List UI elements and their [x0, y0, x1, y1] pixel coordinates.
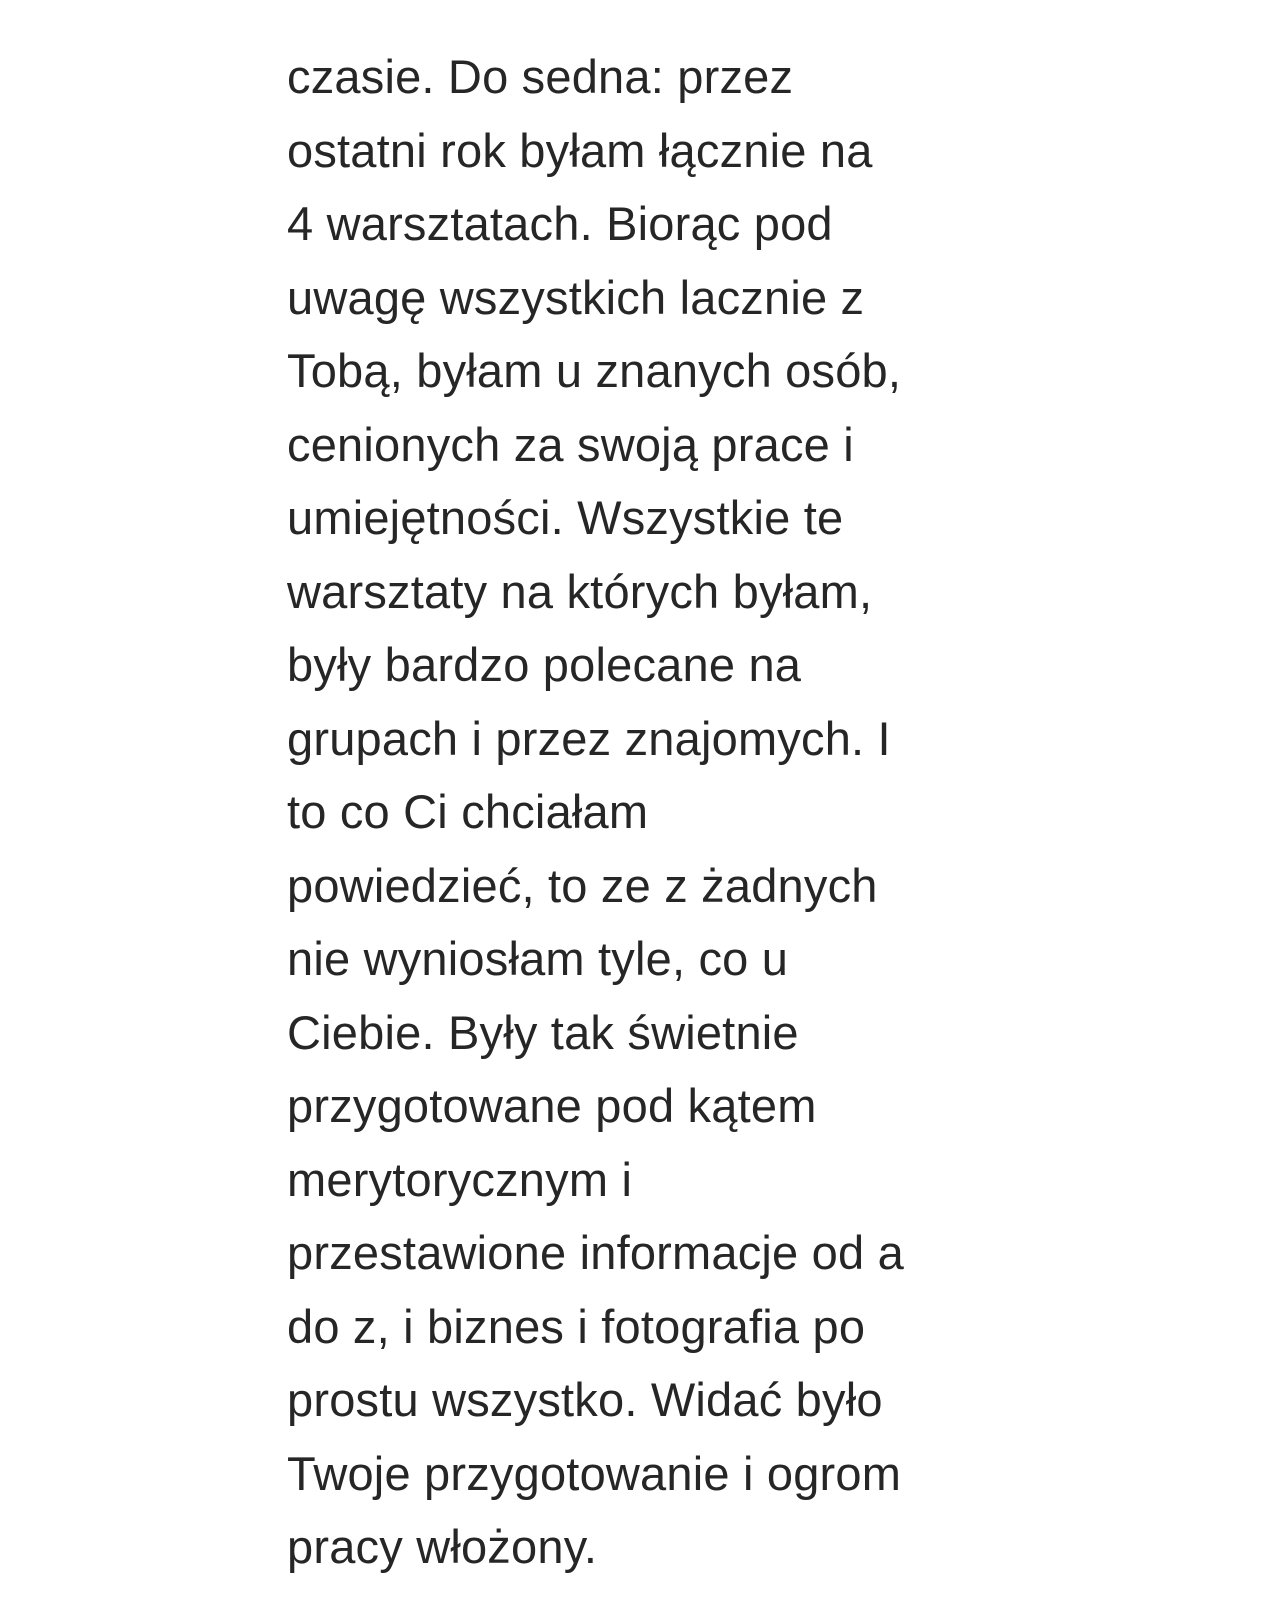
message-line-7: umiejętności. Wszystkie te	[287, 491, 844, 544]
message-line-12: powiedzieć, to ze z żadnych	[287, 858, 878, 912]
message-line-17: przestawione informacje od a	[287, 1226, 904, 1279]
message-line-2: ostatni rok byłam łącznie na	[287, 123, 873, 177]
message-line-13: nie wyniosłam tyle, co u	[287, 932, 789, 985]
message-line-1: czasie. Do sedna: przez	[287, 50, 794, 103]
message-line-5: Tobą, byłam u znanych osób,	[287, 344, 902, 397]
message-line-15: przygotowane pod kątem	[287, 1079, 817, 1132]
message-line-4: uwagę wszystkich lacznie z	[287, 270, 865, 324]
message-line-20: Twoje przygotowanie i ogrom	[287, 1446, 902, 1500]
message-line-3: 4 warsztatach. Biorąc pod	[287, 197, 833, 250]
message-line-16: merytorycznym i	[287, 1152, 633, 1206]
message-line-21: pracy włożony.	[287, 1520, 598, 1573]
message-line-8: warsztaty na których byłam,	[287, 564, 873, 618]
message-line-18: do z, i biznes i fotografia po	[287, 1299, 866, 1353]
message-line-6: cenionych za swoją prace i	[287, 417, 854, 471]
message-line-11: to co Ci chciałam	[287, 785, 649, 838]
message-line-10: grupach i przez znajomych. I	[287, 711, 891, 765]
message-line-9: były bardzo polecane na	[287, 638, 802, 691]
message-line-14: Ciebie. Były tak świetnie	[287, 1005, 799, 1059]
message-line-19: prostu wszystko. Widać było	[287, 1373, 883, 1426]
message-text	[287, 40, 1047, 1584]
